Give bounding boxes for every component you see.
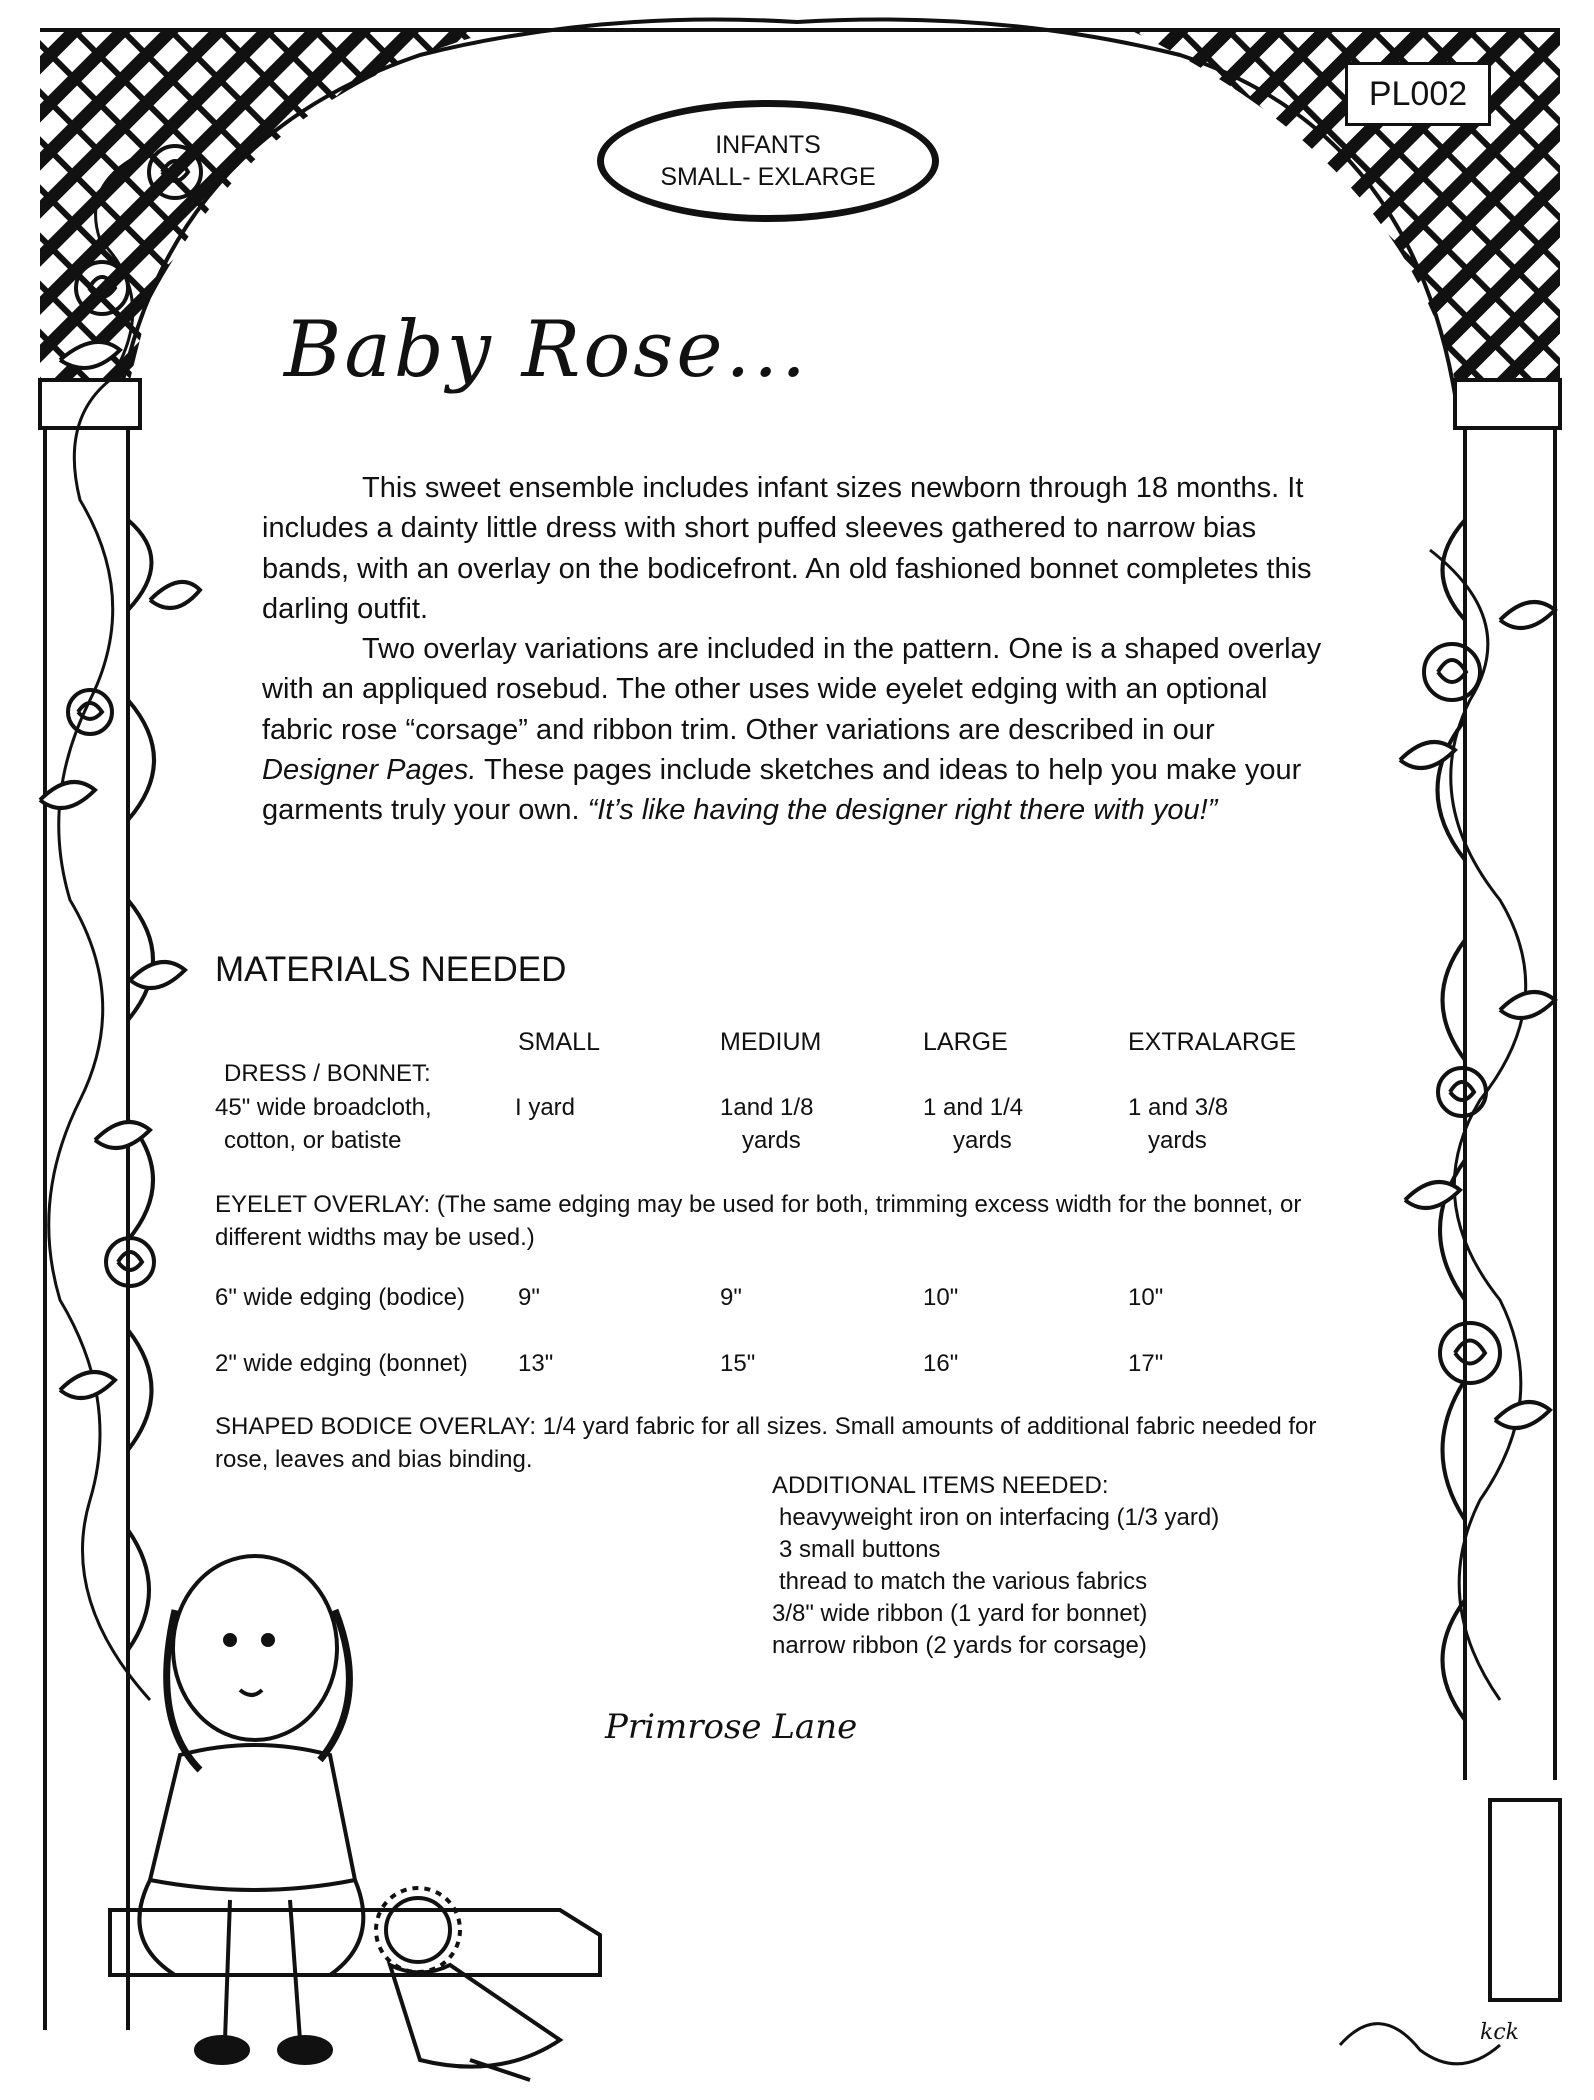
edging-value: 16" <box>923 1350 959 1377</box>
intro-text <box>262 468 1322 831</box>
fabric-amount-medium-unit: yards <box>742 1127 801 1154</box>
eyelet-overlay-note: EYELET OVERLAY: (The same edging may be used for both, trimming excess width for the bonnet, or different widths may be used.) <box>215 1191 1302 1251</box>
girl-with-doll-illustration <box>139 1556 560 2080</box>
badge-line-2: SMALL- EXLARGE <box>660 163 876 191</box>
fabric-amount-large-unit: yards <box>953 1127 1012 1154</box>
list-item: thread to match the various fabrics <box>779 1568 1148 1595</box>
rose-icon <box>68 690 112 734</box>
left-column-bulges <box>128 520 154 1650</box>
edging-value: 10" <box>923 1284 959 1311</box>
edging-value: 13" <box>518 1350 554 1377</box>
right-column-capital <box>1455 380 1560 428</box>
edging-row-label: 2" wide edging (bonnet) <box>215 1350 468 1377</box>
fabric-amount-extralarge-unit: yards <box>1148 1127 1207 1154</box>
size-header-small: SMALL <box>518 1028 600 1056</box>
shaped-bodice-note: SHAPED BODICE OVERLAY: 1/4 yard fabric for all sizes. Small amounts of additional fabric needed for rose, leaves and bias binding. <box>215 1413 1317 1473</box>
list-item: heavyweight iron on interfacing (1/3 yard) <box>779 1504 1220 1531</box>
edging-row-label: 6" wide edging (bodice) <box>215 1284 466 1311</box>
rose-icon <box>1440 1323 1500 1383</box>
dress-bonnet-label: DRESS / BONNET: <box>224 1060 431 1087</box>
fabric-desc-line-1: 45" wide broadcloth, <box>215 1094 432 1121</box>
list-item: 3/8" wide ribbon (1 yard for bonnet) <box>772 1600 1148 1627</box>
fabric-amount-small: I yard <box>515 1094 576 1121</box>
list-item: narrow ribbon (2 yards for corsage) <box>772 1632 1147 1659</box>
fabric-amount-extralarge: 1 and 3/8 <box>1128 1094 1229 1121</box>
intro-paragraph-2: Two overlay variations are included in the pattern. One is a shaped overlay with an appliqued rosebud. The other uses wide eyelet edging with an optional fabric rose “corsage” and ribbon trim. Other variations are described in our Designer Pages. These pages include sketches and ideas to help you make your garments truly your own. “It’s like having the designer right there with you!” <box>262 633 1322 827</box>
right-pedestal <box>1490 1800 1560 2000</box>
right-vine <box>1430 550 1526 1700</box>
artist-mark: kck <box>1480 2020 1519 2045</box>
size-header-extralarge: EXTRALARGE <box>1128 1028 1297 1056</box>
edging-value: 9" <box>518 1284 540 1311</box>
fabric-amount-medium: 1and 1/8 <box>720 1094 814 1121</box>
edging-value: 17" <box>1128 1350 1164 1377</box>
garden-bench <box>110 1910 600 1975</box>
brand-signature: Primrose Lane <box>605 1707 858 1747</box>
additional-items <box>772 1470 1219 1662</box>
materials-heading: MATERIALS NEEDED <box>215 950 567 989</box>
rose-icon <box>1438 1068 1486 1116</box>
size-range-badge <box>597 100 939 222</box>
size-header-medium: MEDIUM <box>720 1028 822 1056</box>
additional-items-heading: ADDITIONAL ITEMS NEEDED: <box>772 1472 1109 1499</box>
edging-value: 9" <box>720 1284 742 1311</box>
pattern-code-box <box>1345 62 1491 126</box>
rose-icon <box>1424 644 1480 700</box>
fabric-amount-large: 1 and 1/4 <box>923 1094 1024 1121</box>
designer-quote: “It’s like having the designer right there with you!” <box>587 794 1218 827</box>
fabric-desc-line-2: cotton, or batiste <box>224 1127 402 1154</box>
pattern-title: Baby Rose... <box>284 305 809 395</box>
edging-value: 15" <box>720 1350 756 1377</box>
badge-line-1: INFANTS <box>715 131 821 159</box>
left-column <box>45 430 128 2030</box>
size-header-large: LARGE <box>923 1028 1008 1056</box>
intro-paragraph-1: This sweet ensemble includes infant sizes newborn through 18 months. It includes a dainty little dress with short puffed sleeves gathered to narrow bias bands, with an overlay on the bodicefront. An old fashioned bonnet completes this darling outfit. <box>262 472 1312 625</box>
pattern-code: PL002 <box>1368 74 1468 113</box>
edging-value: 10" <box>1128 1284 1164 1311</box>
list-item: 3 small buttons <box>779 1536 941 1563</box>
designer-pages-name: Designer Pages. <box>262 754 477 787</box>
scroll-flourish <box>1340 2024 1500 2064</box>
